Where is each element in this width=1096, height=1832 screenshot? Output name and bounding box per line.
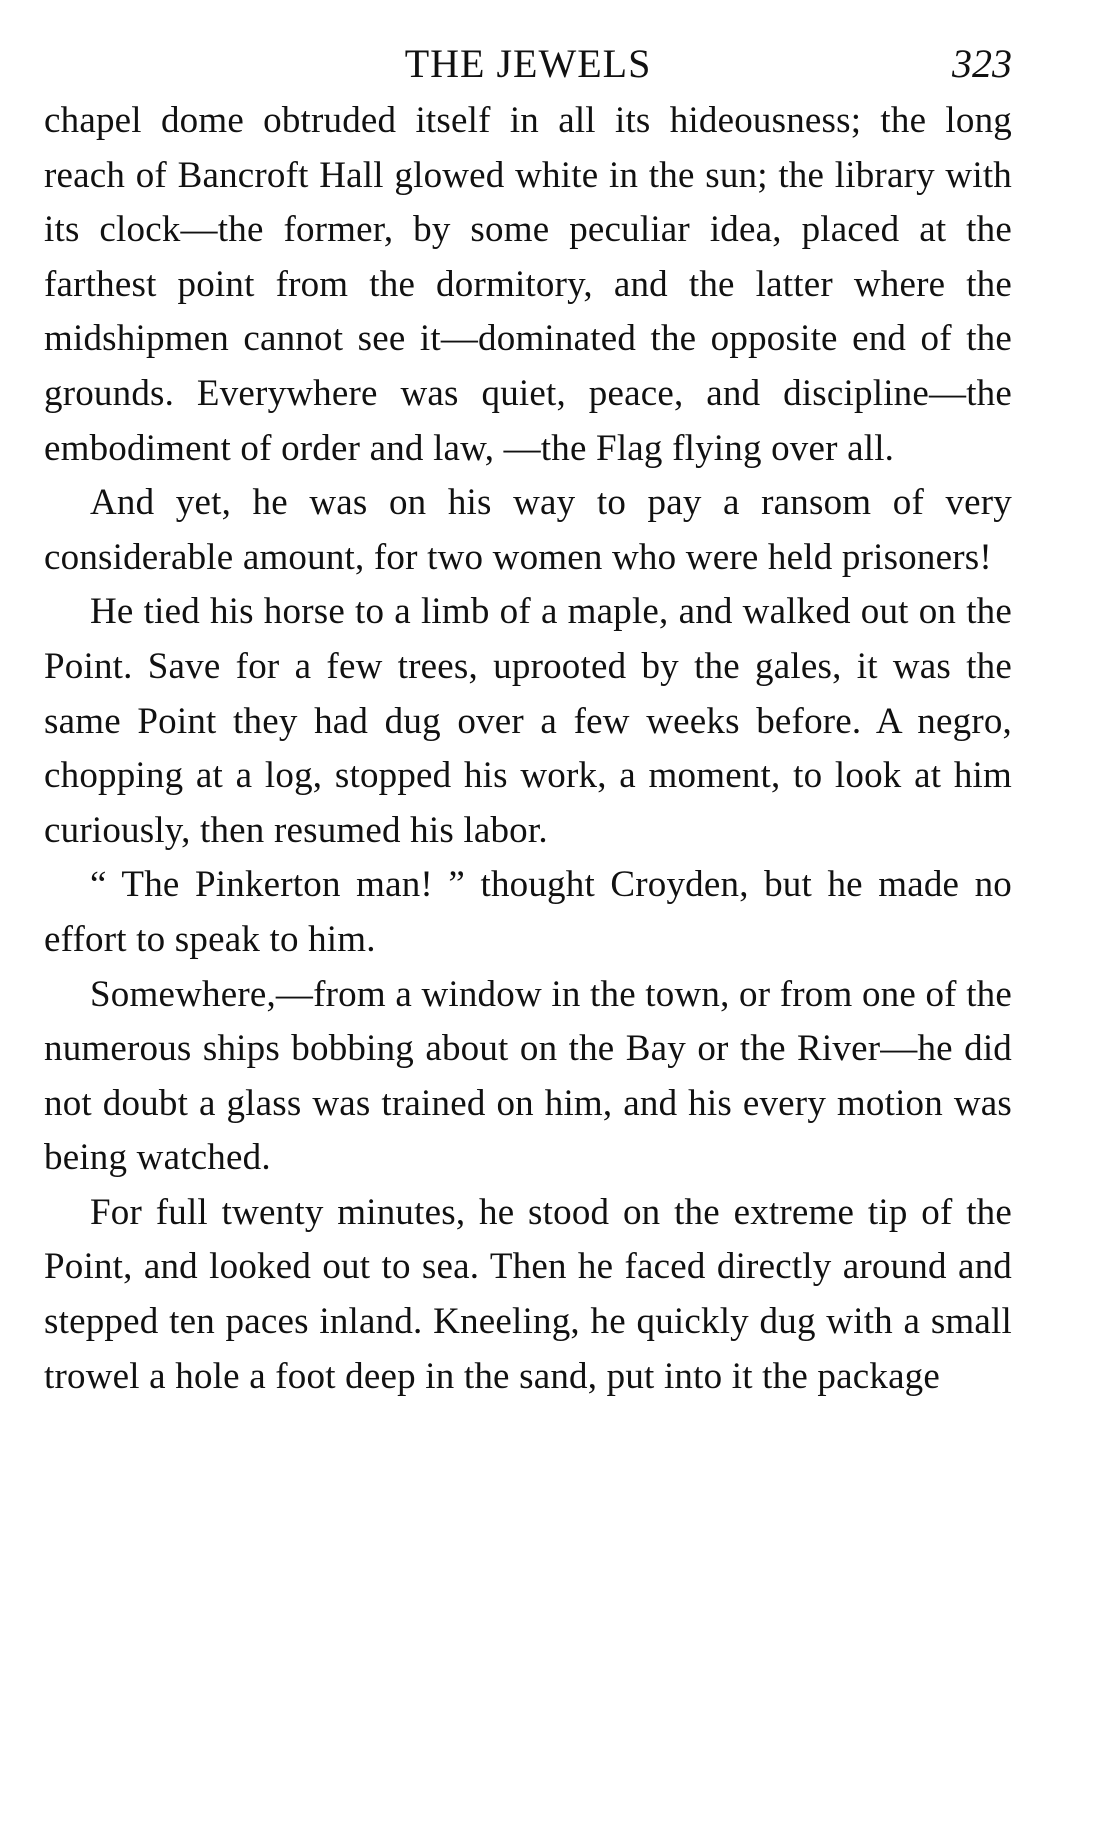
paragraph-point: He tied his horse to a limb of a maple, and walked out on the Point. Save for a few trees, uprooted by the gales, it was the same Point they had dug over a few weeks before. A negro, chopping at a log, stopped his work, a moment, to look at him curiously, then resumed his labor. — [44, 591, 1012, 851]
paragraph-ransom: And yet, he was on his way to pay a ransom of very considerable amount, for two women who were held prisoners! — [44, 482, 1012, 578]
book-page — [44, 34, 1012, 1404]
paragraph-continuation: chapel dome obtruded itself in all its hideousness; the long reach of Bancroft Hall glowed white in the sun; the library with its clock—the former, by some peculiar idea, placed at the farthest point from the dormitory, and the latter where the midshipmen cannot see it—dominated the opposite end of the grounds. Everywhere was quiet, peace, and discipline—the embodiment of order and law, —the Flag flying over all. — [44, 100, 1012, 469]
running-header — [44, 34, 1012, 92]
paragraph-watched: Somewhere,—from a window in the town, or from one of the numerous ships bobbing about on the Bay or the River—he did not doubt a glass was trained on him, and his every motion was being watched. — [44, 973, 1012, 1179]
paragraph-pinkerton: “ The Pinkerton man! ” thought Croyden, but he made no effort to speak to him. — [44, 864, 1012, 960]
page-number: 323 — [952, 41, 1012, 86]
page-body — [44, 94, 1012, 1404]
paragraph-trowel: For full twenty minutes, he stood on the extreme tip of the Point, and looked out to sea. Then he faced directly around and stepped ten paces inland. Kneeling, he quickly dug with a small trowel a hole a foot deep in the sand, put into it the package — [44, 1191, 1012, 1397]
running-title: THE JEWELS — [404, 41, 652, 86]
